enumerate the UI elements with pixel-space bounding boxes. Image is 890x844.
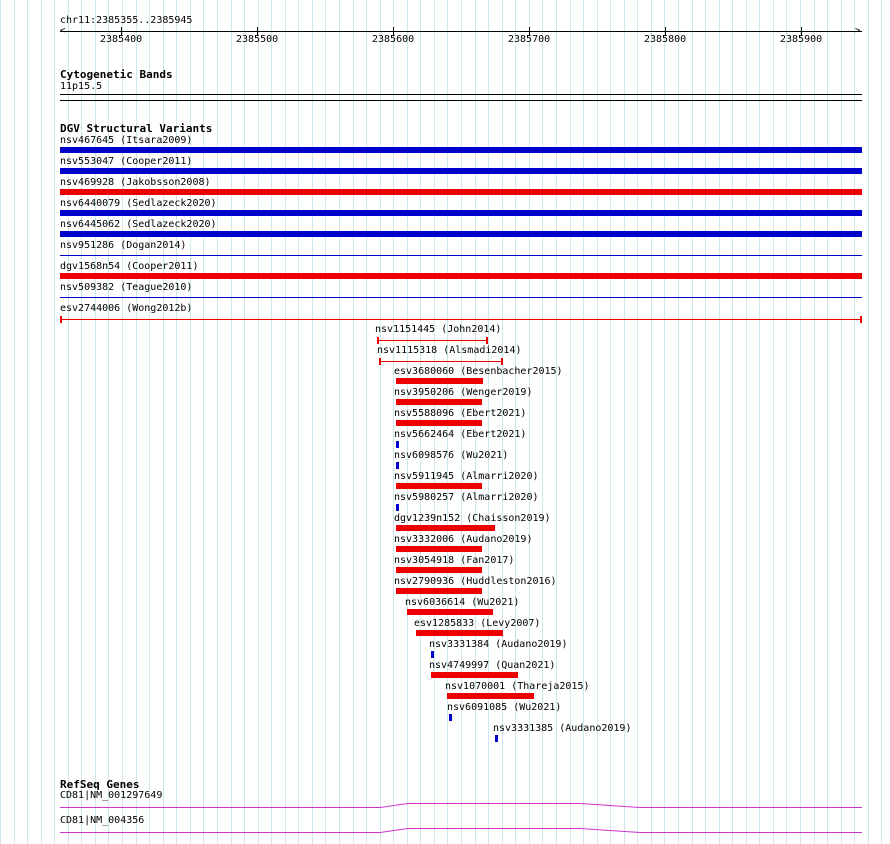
- ruler-left-arrow: <: [60, 26, 66, 36]
- variant-label[interactable]: nsv553047 (Cooper2011): [60, 156, 193, 167]
- variant-bar[interactable]: [60, 297, 862, 298]
- variant-bar[interactable]: [396, 525, 495, 531]
- variant-bar[interactable]: [396, 504, 399, 511]
- variant-bar[interactable]: [60, 255, 862, 256]
- variant-label[interactable]: nsv5980257 (Almarri2020): [394, 492, 539, 503]
- variant-bar[interactable]: [431, 672, 518, 678]
- variant-bar-cap: [60, 316, 62, 323]
- variant-bar[interactable]: [396, 483, 482, 489]
- variant-bar[interactable]: [396, 546, 482, 552]
- ruler-axis: [60, 31, 862, 32]
- variant-label[interactable]: nsv5911945 (Almarri2020): [394, 471, 539, 482]
- variant-label[interactable]: nsv467645 (Itsara2009): [60, 135, 193, 146]
- variant-label[interactable]: nsv469928 (Jakobsson2008): [60, 177, 211, 188]
- ruler-tick-label: 2385400: [100, 34, 143, 45]
- variant-label[interactable]: dgv1568n54 (Cooper2011): [60, 261, 199, 272]
- cytoband-track-title[interactable]: Cytogenetic Bands: [60, 68, 173, 81]
- variant-bar[interactable]: [396, 378, 483, 384]
- region-label: chr11:2385355..2385945: [60, 15, 193, 26]
- variant-bar[interactable]: [431, 651, 434, 658]
- variant-bar[interactable]: [60, 319, 862, 320]
- variant-bar[interactable]: [396, 567, 482, 573]
- variant-bar[interactable]: [379, 361, 503, 362]
- variant-label[interactable]: nsv3331384 (Audano2019): [429, 639, 568, 650]
- variant-bar[interactable]: [407, 609, 493, 615]
- variant-bar[interactable]: [396, 420, 482, 426]
- variant-bar[interactable]: [396, 399, 482, 405]
- variant-bar[interactable]: [60, 147, 862, 153]
- variant-label[interactable]: nsv6036614 (Wu2021): [405, 597, 520, 608]
- variant-bar[interactable]: [396, 588, 482, 594]
- variant-bar[interactable]: [60, 231, 862, 237]
- variant-label[interactable]: esv3680060 (Besenbacher2015): [394, 366, 563, 377]
- variant-bar[interactable]: [60, 273, 862, 279]
- variant-bar[interactable]: [396, 441, 399, 448]
- variant-label[interactable]: nsv5588096 (Ebert2021): [394, 408, 527, 419]
- ruler-tick-label: 2385500: [236, 34, 279, 45]
- variant-label[interactable]: nsv6440079 (Sedlazeck2020): [60, 198, 217, 209]
- variant-label[interactable]: nsv4749997 (Quan2021): [429, 660, 556, 671]
- gene-label[interactable]: CD81|NM_001297649: [60, 790, 163, 801]
- variant-bar[interactable]: [416, 630, 503, 636]
- refseq-track-title[interactable]: RefSeq Genes: [60, 778, 140, 791]
- ruler-tick-label: 2385600: [372, 34, 415, 45]
- ruler-tick-label: 2385700: [508, 34, 551, 45]
- variant-bar[interactable]: [60, 210, 862, 216]
- variant-label[interactable]: nsv6445062 (Sedlazeck2020): [60, 219, 217, 230]
- cytoband-line-top: [60, 94, 862, 95]
- variant-bar[interactable]: [447, 693, 534, 699]
- ruler-right-arrow: >: [855, 26, 861, 36]
- variant-label[interactable]: nsv3054918 (Fan2017): [394, 555, 515, 566]
- variant-label[interactable]: nsv3950206 (Wenger2019): [394, 387, 533, 398]
- variant-label[interactable]: nsv1151445 (John2014): [375, 324, 502, 335]
- variant-bar-cap: [486, 337, 488, 344]
- variant-label[interactable]: nsv5662464 (Ebert2021): [394, 429, 527, 440]
- variant-bar[interactable]: [449, 714, 452, 721]
- gene-label[interactable]: CD81|NM_004356: [60, 815, 145, 826]
- variant-label[interactable]: nsv951286 (Dogan2014): [60, 240, 187, 251]
- variant-bar-cap: [501, 358, 503, 365]
- variant-bar-cap: [860, 316, 862, 323]
- variant-label[interactable]: nsv3331385 (Audano2019): [493, 723, 632, 734]
- variant-bar-cap: [379, 358, 381, 365]
- variant-label[interactable]: nsv6098576 (Wu2021): [394, 450, 509, 461]
- ruler-tick-label: 2385800: [644, 34, 687, 45]
- variant-label[interactable]: nsv2790936 (Huddleston2016): [394, 576, 557, 587]
- variant-bar-cap: [377, 337, 379, 344]
- variant-label[interactable]: dgv1239n152 (Chaisson2019): [394, 513, 551, 524]
- variant-bar[interactable]: [60, 168, 862, 174]
- variant-label[interactable]: nsv509382 (Teague2010): [60, 282, 193, 293]
- cytoband-line-bottom: [60, 100, 862, 101]
- variant-bar[interactable]: [60, 189, 862, 195]
- dgv-track-title[interactable]: DGV Structural Variants: [60, 122, 213, 135]
- variant-label[interactable]: nsv6091085 (Wu2021): [447, 702, 562, 713]
- variant-bar[interactable]: [396, 462, 399, 469]
- variant-label[interactable]: nsv1070001 (Thareja2015): [445, 681, 590, 692]
- ruler-tick-label: 2385900: [780, 34, 823, 45]
- variant-label[interactable]: nsv3332006 (Audano2019): [394, 534, 533, 545]
- variant-label[interactable]: esv2744006 (Wong2012b): [60, 303, 193, 314]
- cytoband-label: 11p15.5: [60, 81, 103, 92]
- variant-bar[interactable]: [377, 340, 488, 341]
- variant-label[interactable]: esv1285833 (Levy2007): [414, 618, 541, 629]
- variant-label[interactable]: nsv1115318 (Alsmadi2014): [377, 345, 522, 356]
- variant-bar[interactable]: [495, 735, 498, 742]
